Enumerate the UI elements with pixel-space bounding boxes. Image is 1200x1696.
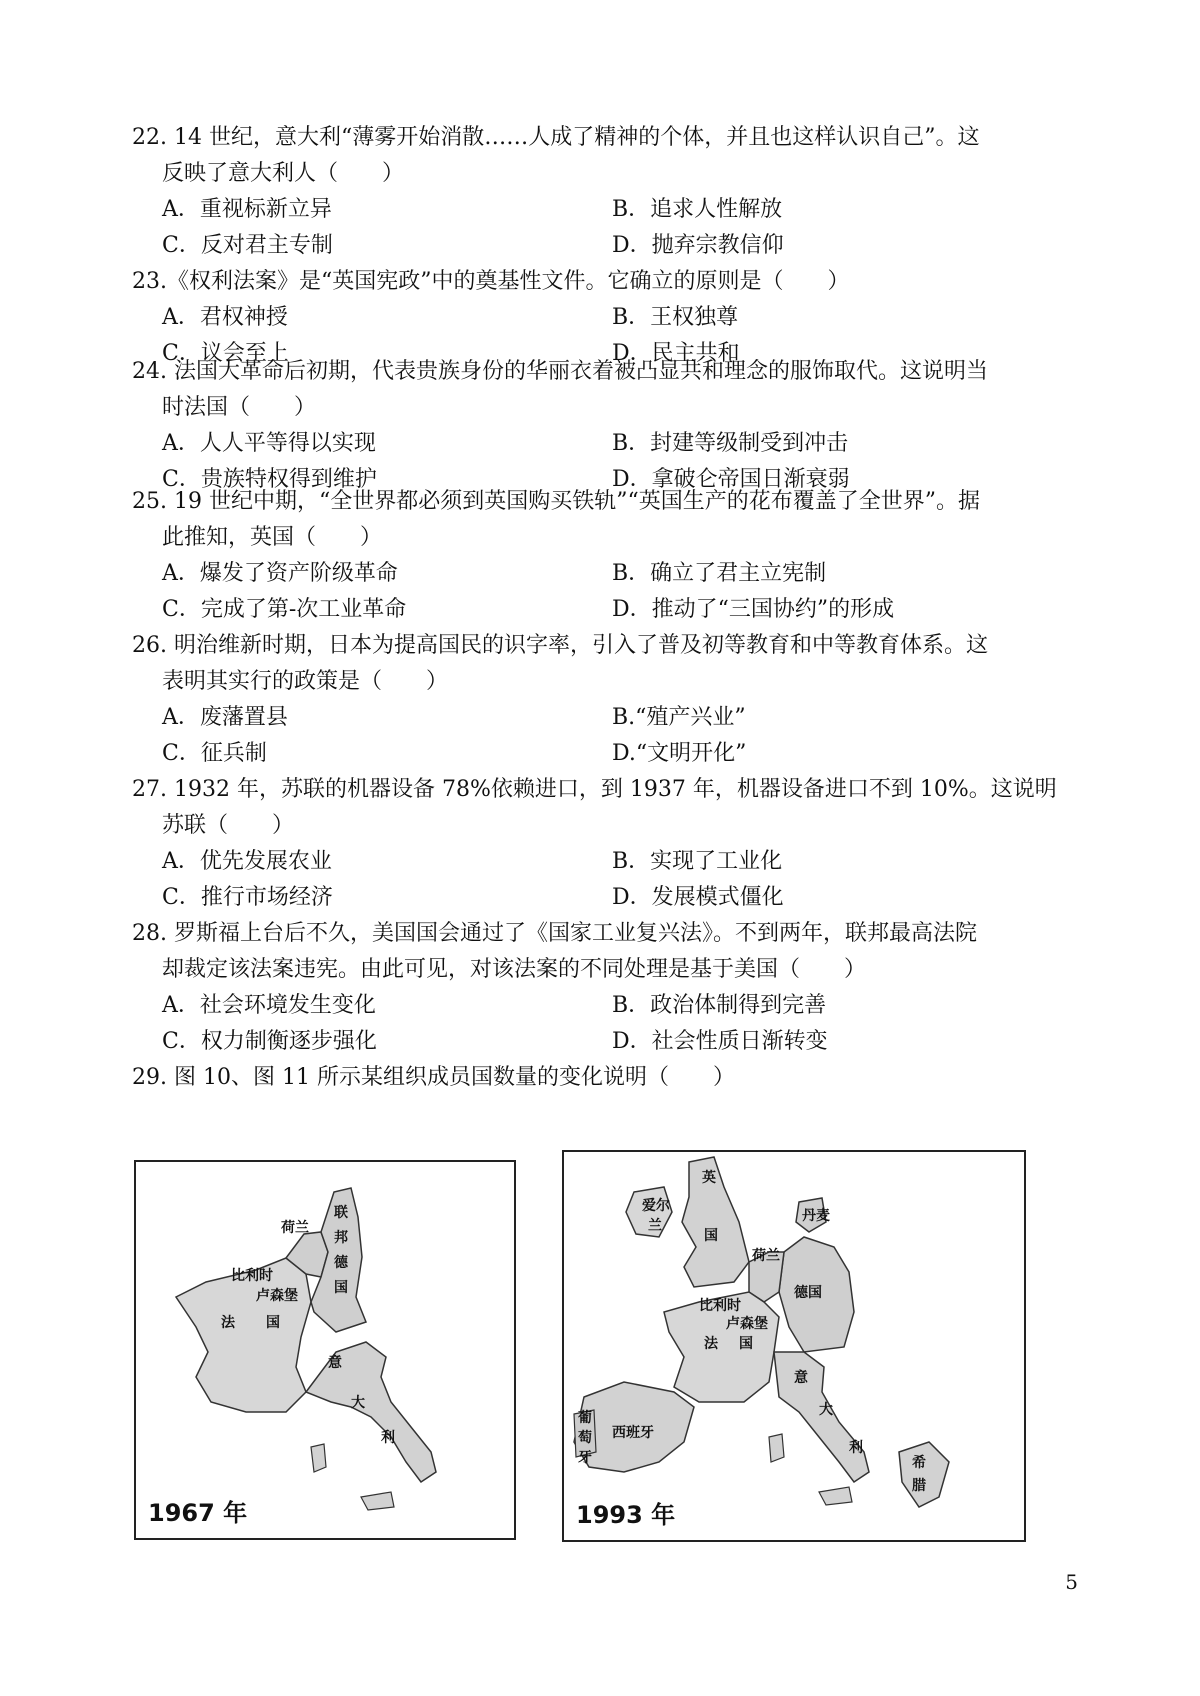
- map-label: 法: [704, 1336, 718, 1352]
- option-d: D．民主共和: [612, 341, 740, 366]
- map-label: 意: [794, 1370, 808, 1386]
- option-b: B．封建等级制受到冲击: [612, 431, 849, 456]
- question-25: [132, 484, 1080, 628]
- option-c: C．推行市场经济: [162, 885, 333, 910]
- map-1967: [134, 1160, 516, 1540]
- options: [132, 700, 1080, 772]
- option-c: C．征兵制: [162, 741, 267, 766]
- question-29: [132, 1060, 1080, 1096]
- map-label: 邦: [334, 1230, 348, 1246]
- map-1993: [562, 1150, 1026, 1542]
- map-1993-drawing: [564, 1152, 1024, 1540]
- option-b: B．实现了工业化: [612, 849, 783, 874]
- map-label: 联: [334, 1205, 348, 1221]
- map-label: 英: [702, 1170, 716, 1186]
- map-label: 大: [351, 1395, 365, 1411]
- option-c: C．反对君主专制: [162, 233, 333, 258]
- map-label: 德国: [794, 1285, 822, 1301]
- map-label: 利: [849, 1440, 863, 1456]
- map-label: 卢森堡: [726, 1316, 768, 1332]
- question-stem-continued: 却裁定该法案违宪。由此可见，对该法案的不同处理是基于美国（ ）: [162, 957, 867, 982]
- option-a: A．爆发了资产阶级革命: [162, 561, 398, 586]
- option-d: D．发展模式僵化: [612, 885, 784, 910]
- map-label: 利: [381, 1430, 395, 1446]
- map-label: 丹麦: [802, 1208, 830, 1224]
- option-a: A．优先发展农业: [162, 849, 332, 874]
- question-stem: 23.《权利法案》是“英国宪政”中的奠基性文件。它确立的原则是（ ）: [132, 269, 850, 294]
- option-a: A．君权神授: [162, 305, 288, 330]
- map-label: 国: [266, 1315, 280, 1331]
- option-a: A．人人平等得以实现: [162, 431, 376, 456]
- map-label: 西班牙: [612, 1425, 654, 1441]
- option-d: D．拿破仑帝国日渐衰弱: [612, 467, 850, 492]
- map-label: 法: [221, 1315, 235, 1331]
- map-label: 国: [704, 1228, 718, 1244]
- option-b: B．王权独尊: [612, 305, 739, 330]
- question-stem-continued: 表明其实行的政策是（ ）: [162, 669, 449, 694]
- option-d: D．社会性质日渐转变: [612, 1029, 828, 1054]
- map-label: 大: [819, 1402, 833, 1418]
- question-26: [132, 628, 1080, 772]
- option-b: B.“殖产兴业”: [612, 705, 746, 730]
- question-stem: 22. 14 世纪，意大利“薄雾开始消散……人成了精神的个体，并且也这样认识自己”。这: [132, 125, 980, 150]
- map-year-label: 1993 年: [576, 1501, 676, 1529]
- map-label: 国: [739, 1336, 753, 1352]
- option-c: C．权力制衡逐步强化: [162, 1029, 377, 1054]
- options: [132, 192, 1080, 264]
- question-stem-continued: 此推知，英国（ ）: [162, 525, 383, 550]
- option-c: C．议会至上: [162, 341, 289, 366]
- map-label: 兰: [648, 1218, 662, 1234]
- option-d: D．抛弃宗教信仰: [612, 233, 784, 258]
- map-label: 萄: [578, 1430, 592, 1446]
- map-label: 德: [334, 1255, 348, 1271]
- question-stem-continued: 反映了意大利人（ ）: [162, 161, 405, 186]
- option-b: B．确立了君主立宪制: [612, 561, 827, 586]
- map-label: 国: [334, 1280, 348, 1296]
- question-stem: 26. 明治维新时期，日本为提高国民的识字率，引入了普及初等教育和中等教育体系。这: [132, 633, 988, 658]
- option-c: C．完成了第-次工业革命: [162, 597, 407, 622]
- map-label: 荷兰: [752, 1248, 780, 1264]
- question-stem-continued: 时法国（ ）: [162, 395, 317, 420]
- question-stem-continued: 苏联（ ）: [162, 813, 295, 838]
- map-label: 爱尔: [642, 1198, 670, 1214]
- map-label: 牙: [578, 1450, 592, 1466]
- map-year-label: 1967 年: [148, 1499, 248, 1527]
- question-stem: 25. 19 世纪中期，“全世界都必须到英国购买铁轨”“英国生产的花布覆盖了全世界”。据: [132, 489, 980, 514]
- map-label: 比利时: [699, 1298, 741, 1314]
- maps-figure: [130, 1150, 1070, 1540]
- question-28: [132, 916, 1080, 1060]
- question-stem: 24. 法国大革命后初期，代表贵族身份的华丽衣着被凸显共和理念的服饰取代。这说明当: [132, 359, 988, 384]
- page-number: 5: [1065, 1570, 1078, 1594]
- map-label: 希: [912, 1455, 926, 1471]
- map-label: 卢森堡: [256, 1288, 298, 1304]
- option-a: A．废藩置县: [162, 705, 288, 730]
- map-label: 腊: [912, 1478, 926, 1494]
- option-a: A．重视标新立异: [162, 197, 332, 222]
- map-label: 比利时: [231, 1268, 273, 1284]
- question-24: [132, 354, 1080, 498]
- option-c: C．贵族特权得到维护: [162, 467, 377, 492]
- options: [132, 844, 1080, 916]
- question-stem: 29. 图 10、图 11 所示某组织成员国数量的变化说明（ ）: [132, 1065, 735, 1090]
- options: [132, 988, 1080, 1060]
- option-a: A．社会环境发生变化: [162, 993, 376, 1018]
- question-22: [132, 120, 1080, 264]
- map-label: 意: [328, 1355, 342, 1371]
- options: [132, 556, 1080, 628]
- option-d: D.“文明开化”: [612, 741, 747, 766]
- map-1967-drawing: [136, 1162, 514, 1538]
- question-stem: 27. 1932 年，苏联的机器设备 78%依赖进口，到 1937 年，机器设备进口不到 10%。这说明: [132, 777, 1057, 802]
- question-stem: 28. 罗斯福上台后不久，美国国会通过了《国家工业复兴法》。不到两年，联邦最高法院: [132, 921, 977, 946]
- option-b: B．政治体制得到完善: [612, 993, 827, 1018]
- map-label: 葡: [578, 1410, 592, 1426]
- option-d: D．推动了“三国协约”的形成: [612, 597, 895, 622]
- question-27: [132, 772, 1080, 916]
- option-b: B．追求人性解放: [612, 197, 783, 222]
- map-label: 荷兰: [281, 1220, 309, 1236]
